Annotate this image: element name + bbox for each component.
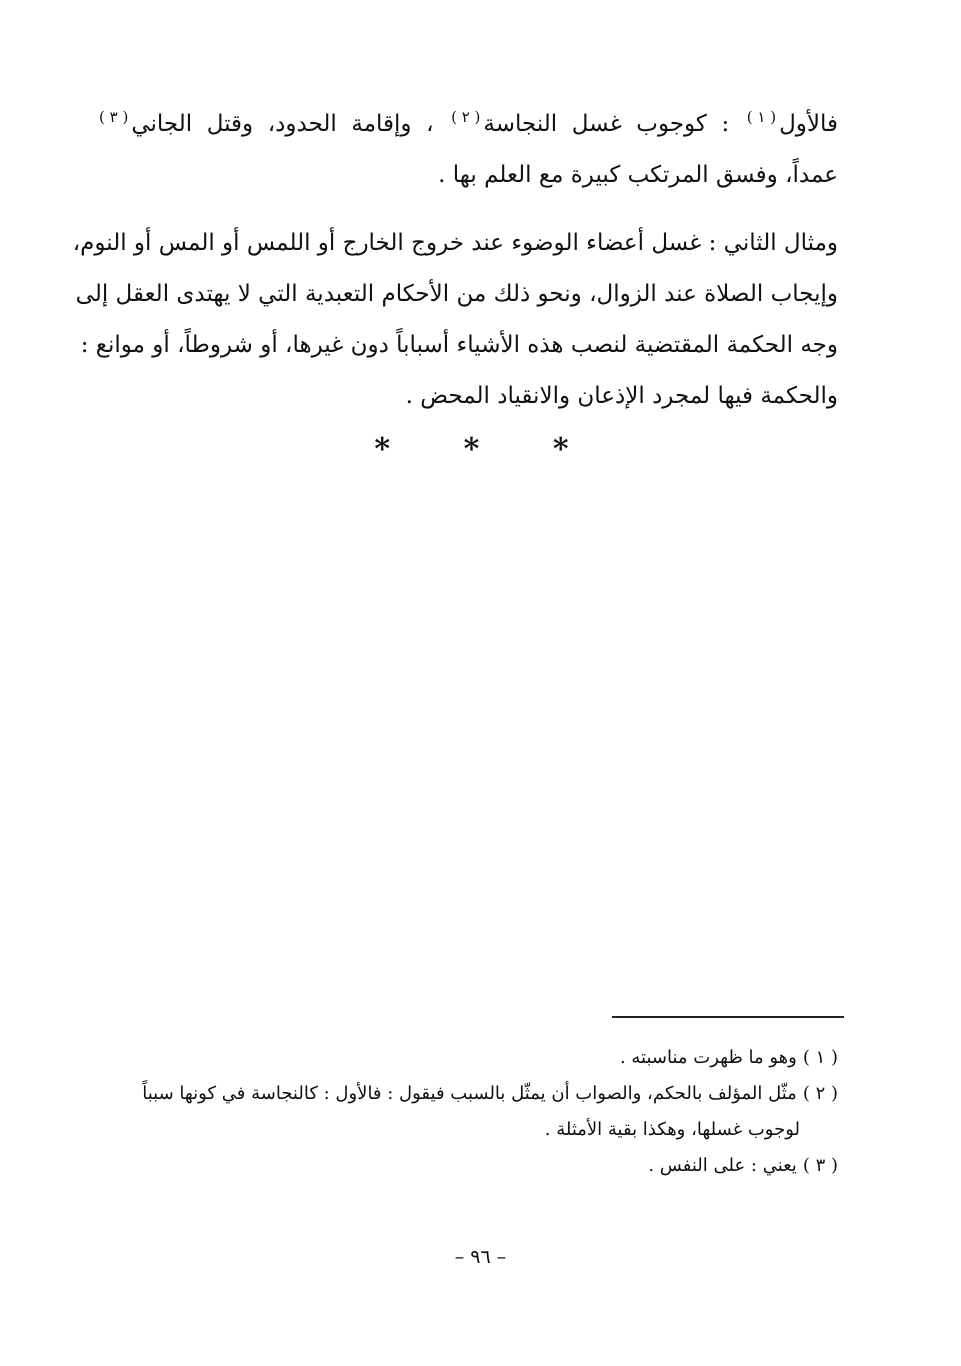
footnote-text: وهو ما ظهرت مناسبته .: [619, 1047, 797, 1068]
paragraph-1-line-2: عمداً، وفسق المرتكب كبيرة مع العلم بها .: [438, 162, 838, 188]
paragraph-2: [72, 218, 838, 422]
paragraph-2-line: والحكمة فيها لمجرد الإذعان والانقياد المحض .: [405, 383, 838, 409]
footnote-number: ( ١ ): [802, 1047, 838, 1068]
asterisk-icon: *: [463, 432, 498, 467]
footnote-divider: [612, 1016, 844, 1018]
asterisk-icon: *: [552, 432, 587, 467]
text-segment: : كوجوب غسل النجاسة: [483, 111, 730, 137]
footnote-text: يعني : على النفس .: [648, 1155, 797, 1176]
footnote-3: [96, 1148, 838, 1184]
footnotes: [96, 1040, 838, 1184]
paragraph-1: [96, 92, 838, 201]
text-segment: فالأول: [779, 111, 839, 137]
footnote-number: ( ٢ ): [802, 1083, 838, 1104]
page-number: – ٩٦ –: [454, 1246, 507, 1268]
paragraph-2-line: ومثال الثاني : غسل أعضاء الوضوء عند خروج الخارج أو اللمس أو المس أو النوم،: [72, 230, 838, 256]
paragraph-1-line-1: [96, 92, 838, 150]
footnote-2-continuation: لوجوب غسلها، وهكذا بقية الأمثلة .: [544, 1119, 800, 1140]
text-segment: ، وإقامة الحدود، وقتل الجاني: [131, 111, 434, 137]
asterisk-icon: *: [374, 432, 409, 467]
footnote-ref-1[interactable]: ( ١ ): [746, 108, 777, 126]
footnote-1: [96, 1040, 838, 1076]
footnote-text: مثّل المؤلف بالحكم، والصواب أن يمثّل بالسبب فيقول : فالأول : كالنجاسة في كونها سبباً: [142, 1083, 797, 1104]
footnote-number: ( ٣ ): [802, 1155, 838, 1176]
footnote-ref-2[interactable]: ( ٢ ): [451, 108, 481, 126]
section-separator: [0, 432, 961, 467]
footnote-2: [96, 1076, 838, 1112]
paragraph-2-line: وجه الحكمة المقتضية لنصب هذه الأشياء أسباباً دون غيرها، أو شروطاً، أو موانع :: [80, 332, 838, 358]
footnote-ref-3[interactable]: ( ٣ ): [99, 108, 129, 126]
paragraph-2-line: وإيجاب الصلاة عند الزوال، ونحو ذلك من الأحكام التعبدية التي لا يهتدى العقل إلى: [75, 281, 838, 307]
